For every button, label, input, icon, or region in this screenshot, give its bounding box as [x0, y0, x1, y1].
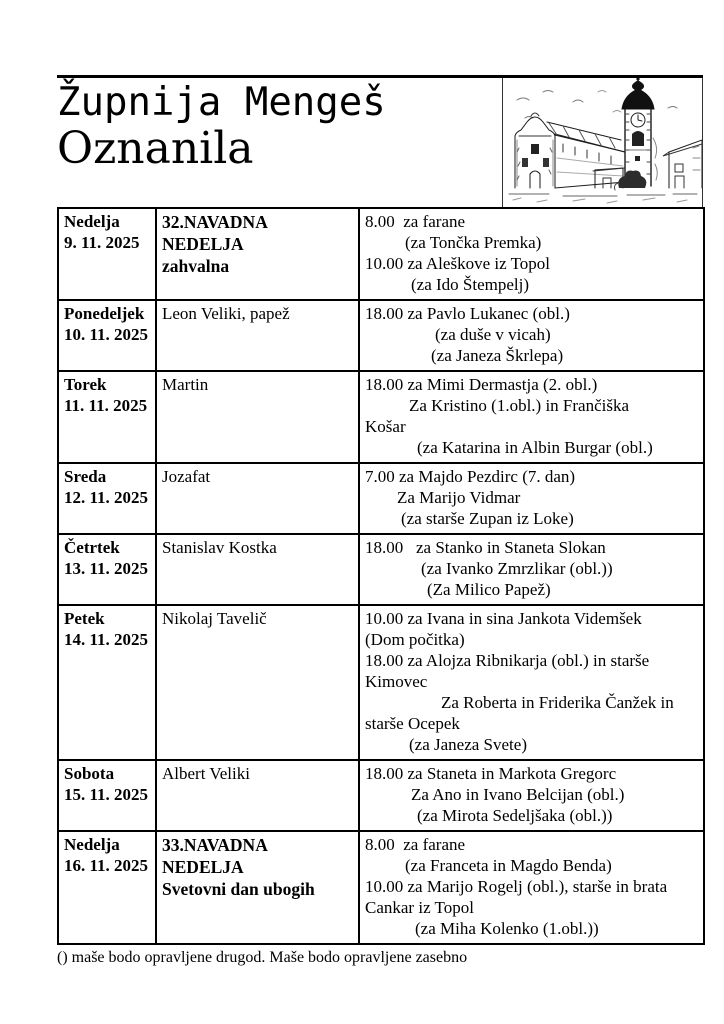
mass-intention-line: 8.00 za farane: [365, 835, 466, 854]
date-label: 11. 11. 2025: [64, 396, 148, 415]
date-label: 15. 11. 2025: [64, 785, 149, 804]
feast-label: Albert Veliki: [162, 764, 250, 783]
mass-intention-line: Kimovec: [365, 672, 428, 691]
mass-intention-line: 7.00 za Majdo Pezdirc (7. dan): [365, 467, 576, 486]
day-label: Ponedeljek: [64, 304, 145, 323]
feast-label: Jozafat: [162, 467, 211, 486]
mass-intention-line: 18.00 za Pavlo Lukanec (obl.): [365, 304, 570, 323]
schedule-row: [58, 760, 704, 831]
mass-intention-line: Cankar iz Topol: [365, 898, 474, 917]
date-cell: [58, 605, 156, 760]
schedule-row: [58, 605, 704, 760]
mass-intention-line: Za Roberta in Friderika Čanžek in: [441, 693, 674, 712]
date-cell: [58, 534, 156, 605]
header: [57, 75, 703, 207]
feast-cell: [156, 371, 359, 463]
mass-intention-line: 18.00 za Stanko in Staneta Slokan: [365, 538, 606, 557]
mass-intention-line: (za Ivanko Zmrzlikar (obl.)): [421, 559, 613, 578]
feast-label: NEDELJA: [162, 857, 244, 877]
day-label: Torek: [64, 375, 107, 394]
mass-intention-line: (za Tončka Premka): [405, 233, 542, 252]
mass-intention-line: 18.00 za Mimi Dermastja (2. obl.): [365, 375, 598, 394]
mass-schedule-table: [57, 207, 705, 945]
mass-intention-line: (za Franceta in Magdo Benda): [405, 856, 612, 875]
date-label: 16. 11. 2025: [64, 856, 149, 875]
masses-cell: [359, 371, 704, 463]
date-cell: [58, 300, 156, 371]
mass-intention-line: (za starše Zupan iz Loke): [401, 509, 574, 528]
mass-intention-line: 18.00 za Staneta in Markota Gregorc: [365, 764, 617, 783]
schedule-row: [58, 831, 704, 944]
mass-intention-line: (Za Milico Papež): [427, 580, 551, 599]
mass-intention-line: Za Kristino (1.obl.) in Frančiška: [409, 396, 630, 415]
mass-intention-line: (za duše v vicah): [435, 325, 551, 344]
bulletin-page: [57, 75, 703, 967]
parish-title: Župnija Mengeš: [57, 80, 386, 125]
day-label: Sobota: [64, 764, 115, 783]
feast-cell: [156, 534, 359, 605]
schedule-row: [58, 463, 704, 534]
mass-intention-line: (za Mirota Sedeljšaka (obl.)): [417, 806, 613, 825]
mass-intention-line: (Dom počitka): [365, 630, 465, 649]
feast-cell: [156, 208, 359, 300]
mass-intention-line: (za Katarina in Albin Burgar (obl.): [417, 438, 653, 457]
footnote: () maše bodo opravljene drugod. Maše bodo opravljene zasebno: [57, 949, 468, 966]
schedule-row: [58, 300, 704, 371]
date-cell: [58, 831, 156, 944]
feast-label: 32.NAVADNA: [162, 212, 268, 232]
schedule-row: [58, 371, 704, 463]
date-label: 12. 11. 2025: [64, 488, 149, 507]
date-cell: [58, 208, 156, 300]
mass-intention-line: Za Marijo Vidmar: [397, 488, 521, 507]
date-cell: [58, 371, 156, 463]
bulletin-title: Oznanila: [57, 123, 254, 175]
mass-intention-line: 10.00 za Aleškove iz Topol: [365, 254, 550, 273]
day-label: Nedelja: [64, 835, 120, 854]
date-label: 9. 11. 2025: [64, 233, 140, 252]
day-label: Sreda: [64, 467, 107, 486]
masses-cell: [359, 760, 704, 831]
mass-intention-line: Za Ano in Ivano Belcijan (obl.): [411, 785, 625, 804]
feast-label: Leon Veliki, papež: [162, 304, 290, 323]
mass-intention-line: 8.00 za farane: [365, 212, 466, 231]
mass-intention-line: Košar: [365, 417, 406, 436]
feast-label: NEDELJA: [162, 234, 244, 254]
masses-cell: [359, 300, 704, 371]
day-label: Nedelja: [64, 212, 120, 231]
mass-intention-line: 10.00 za Marijo Rogelj (obl.), starše in brata: [365, 877, 668, 896]
day-label: Petek: [64, 609, 105, 628]
masses-cell: [359, 534, 704, 605]
mass-intention-line: (za Janeza Škrlepa): [431, 346, 564, 365]
schedule-row: [58, 208, 704, 300]
feast-label: Nikolaj Tavelič: [162, 609, 267, 628]
feast-label: zahvalna: [162, 256, 230, 276]
feast-label: Stanislav Kostka: [162, 538, 277, 557]
date-label: 13. 11. 2025: [64, 559, 149, 578]
date-cell: [58, 760, 156, 831]
mass-intention-line: (za Janeza Svete): [409, 735, 527, 754]
date-cell: [58, 463, 156, 534]
mass-intention-line: starše Ocepek: [365, 714, 460, 733]
feast-cell: [156, 760, 359, 831]
feast-cell: [156, 300, 359, 371]
feast-label: Martin: [162, 375, 209, 394]
feast-cell: [156, 831, 359, 944]
masses-cell: [359, 463, 704, 534]
date-label: 10. 11. 2025: [64, 325, 149, 344]
mass-intention-line: 10.00 za Ivana in sina Jankota Videmšek: [365, 609, 642, 628]
date-label: 14. 11. 2025: [64, 630, 149, 649]
mass-intention-line: (za Ido Štempelj): [411, 275, 530, 294]
feast-cell: [156, 605, 359, 760]
mass-intention-line: 18.00 za Alojza Ribnikarja (obl.) in starše: [365, 651, 650, 670]
mass-intention-line: (za Miha Kolenko (1.obl.)): [415, 919, 599, 938]
feast-label: 33.NAVADNA: [162, 835, 268, 855]
schedule-row: [58, 534, 704, 605]
church-etching-image: [502, 78, 703, 207]
feast-cell: [156, 463, 359, 534]
day-label: Četrtek: [64, 538, 120, 557]
feast-label: Svetovni dan ubogih: [162, 879, 315, 899]
masses-cell: [359, 208, 704, 300]
masses-cell: [359, 831, 704, 944]
masses-cell: [359, 605, 704, 760]
